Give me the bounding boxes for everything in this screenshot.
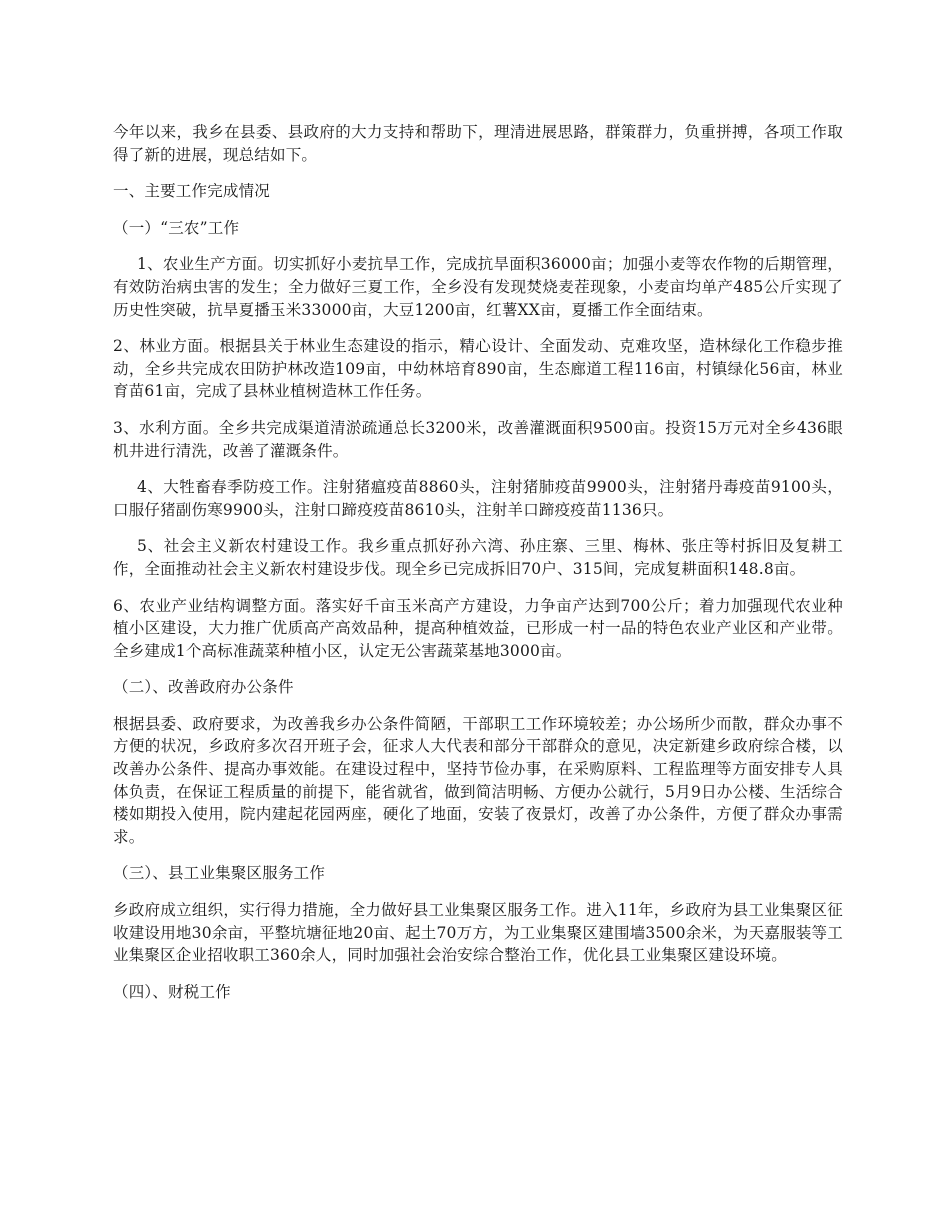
item-water-conservancy: 3、水利方面。全乡共完成渠道清淤疏通总长3200米，改善灌溉面积9500亩。投资15万元对全乡436眼机井进行清洗，改善了灌溉条件。: [113, 418, 843, 460]
intro-paragraph: 今年以来，我乡在县委、县政府的大力支持和帮助下，理清进展思路，群策群力，负重拼搏，各项工作取得了新的进展，现总结如下。: [113, 123, 843, 164]
subsection-heading-sannong: （一）“三农”工作: [113, 218, 240, 237]
industrial-zone-paragraph: 乡政府成立组织，实行得力措施，全力做好县工业集聚区服务工作。进入11年，乡政府为县工业集聚区征收建设用地30余亩，平整坑塘征地20亩、起土70万方，为工业集聚区建围墙3500余米，为天嘉服装等工业集聚区企业招收职工360余人，同时加强社会治安综合整治工作，优化县工业集聚区建设环境。: [113, 901, 843, 965]
document-body: [113, 121, 843, 1017]
subsection-heading-industrial-zone: （三）、县工业集聚区服务工作: [113, 864, 326, 883]
item-livestock-vaccination: 4、大牲畜春季防疫工作。注射猪瘟疫苗8860头，注射猪肺疫苗9900头，注射猪丹毒疫苗9100头，口服仔猪副伤寒9900头，注射口蹄疫疫苗8610头，注射羊口蹄疫疫苗1136只。: [113, 478, 843, 519]
subsection-heading-office: （二）、改善政府办公条件: [113, 678, 294, 697]
item-agriculture-production: 1、农业生产方面。切实抓好小麦抗旱工作，完成抗旱面积36000亩；加强小麦等农作物的后期管理，有效防治病虫害的发生；全力做好三夏工作，全乡没有发现焚烧麦茬现象，小麦亩均单产485公斤实现了历史性突破，抗旱夏播玉米33000亩，大豆1200亩，红薯XX亩，夏播工作全面结束。: [113, 255, 843, 319]
item-forestry: 2、林业方面。根据县关于林业生态建设的指示，精心设计、全面发动、克难攻坚，造林绿化工作稳步推动，全乡共完成农田防护林改造109亩，中幼林培育890亩，生态廊道工程116亩，村镇绿化56亩，林业育苗61亩，完成了县林业植树造林工作任务。: [113, 337, 843, 401]
item-industry-structure: 6、农业产业结构调整方面。落实好千亩玉米高产方建设，力争亩产达到700公斤；着力加强现代农业种植小区建设，大力推广优质高产高效品种，提高种植效益，已形成一村一品的特色农业产业区和产业带。全乡建成1个高标准蔬菜种植小区，认定无公害蔬菜基地3000亩。: [113, 596, 843, 660]
office-paragraph: 根据县委、政府要求，为改善我乡办公条件简陋，干部职工工作环境较差；办公场所少而散，群众办事不方便的状况，乡政府多次召开班子会，征求人大代表和部分干部群众的意见，决定新建乡政府综合楼，以改善办公条件、提高办事效能。在建设过程中，坚持节俭办事，在采购原料、工程监理等方面安排专人具体负责，在保证工程质量的前提下，能省就省，做到简洁明畅、方便办公就行，5月9日办公楼、生活综合楼如期投入使用，院内建起花园两座，硬化了地面，安装了夜景灯，改善了办公条件，方便了群众办事需求。: [113, 714, 843, 846]
section-heading-main-work: 一、主要工作完成情况: [113, 182, 271, 201]
subsection-heading-finance: （四）、财税工作: [113, 982, 231, 1001]
item-new-countryside: 5、社会主义新农村建设工作。我乡重点抓好孙六湾、孙庄寨、三里、梅林、张庄等村拆旧及复耕工作，全面推动社会主义新农村建设步伐。现全乡已完成拆旧70户、315间，完成复耕面积148.8亩。: [113, 537, 843, 578]
